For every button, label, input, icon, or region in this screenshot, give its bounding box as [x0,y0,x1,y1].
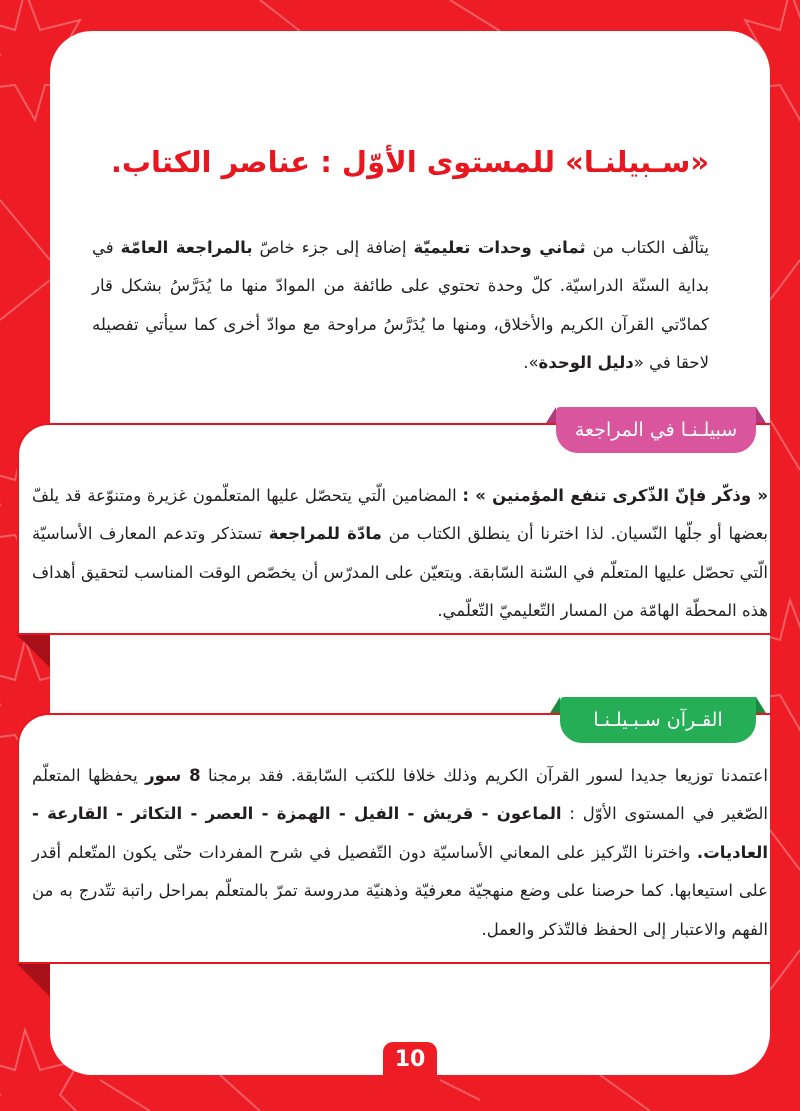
quran-label-fold-left [550,697,560,713]
text-segment: يحفظها المتعلّم الصّغير في المستوى الأوّل : [32,765,768,823]
page-number: 10 [383,1042,437,1076]
text-segment: في بداية السنّة الدراسيّة. كلّ وحدة تحتوي على طائفة من الموادّ منها ما يُدَرَّسُ بشكل قار كمادّتي القرآن الكريم والأخلاق، ومنها ما يُدَرَّسُ مراوحة مع موادّ أخرى كما سيأتي تفصيله لاحقا في « [92,237,709,372]
text-segment: تستذكر وتدعم المعارف الأساسيّة الّتي تحصّل عليها المتعلّم في السّنة السّابقة. ويتعيّن على المدرّس أن يخصّص الوقت المناسب لتحقيق أهداف هذه المحطّة الهامّة من المسار التّعليميّ التّعلّمي. [32,524,768,620]
bold-text-segment: ثماني وحدات تعليميّة [413,237,586,257]
quran-section-label: القـرآن سـبـيلـنـا [560,697,756,743]
bold-text-segment: مادّة للمراجعة [268,524,382,543]
review-section-text [32,477,768,631]
quran-box-corner-fold [17,964,50,997]
intro-paragraph [92,229,709,383]
text-segment: يتألّف الكتاب من [585,237,710,257]
review-label-fold-right [756,407,766,423]
page-title: «سـبيلنـا» للمستوى الأوّل : عناصر الكتاب. [110,145,710,180]
review-section-label: سبيلـنـا في المراجعة [556,407,756,453]
text-segment: ». [523,353,539,372]
quran-section-box [17,713,770,964]
bold-text-segment: الماعون - قريش - الفيل - الهمزة - العصر - التكاثر - القارعة - العاديات. [32,804,768,862]
bold-text-segment: بالمراجعة العامّة [120,237,253,257]
quran-label-fold-right [756,697,766,713]
review-label-fold-left [546,407,556,423]
quran-section-text [32,757,768,950]
review-section-box [17,423,770,635]
bold-text-segment: دليل الوحدة [538,353,634,372]
review-box-corner-fold [17,635,50,668]
text-segment: إضافة إلى جزء خاصّ [252,237,414,257]
text-segment: اعتمدنا توزيعا جديدا لسور القرآن الكريم وذلك خلافا للكتب السّابقة. فقد برمجنا [200,765,768,785]
bold-text-segment: « وذكّر فإنّ الذّكرى تنفع المؤمنين » : [462,485,768,505]
bold-text-segment: 8 سور [145,765,201,785]
text-segment: المضامين الّتي يتحصّل عليها المتعلّمون غزيرة ومتنوّعة قد يلفّ بعضها أو جلّها النّسيان. لذا اخترنا أن ينطلق الكتاب من [32,485,768,543]
text-segment: واخترنا التّركيز على المعاني الأساسيّة دون التّفصيل في شرح المفردات حتّى يكون المتّعلم أقدر على استيعابها. كما حرصنا على وضع منهجيّة معرفيّة وذهنيّة مدروسة تمرّ بالمتعلّم بمراحل راتبة تتّدرج به من الفهم والاعتبار إلى الحفظ فالتّذكر والعمل. [32,842,768,939]
